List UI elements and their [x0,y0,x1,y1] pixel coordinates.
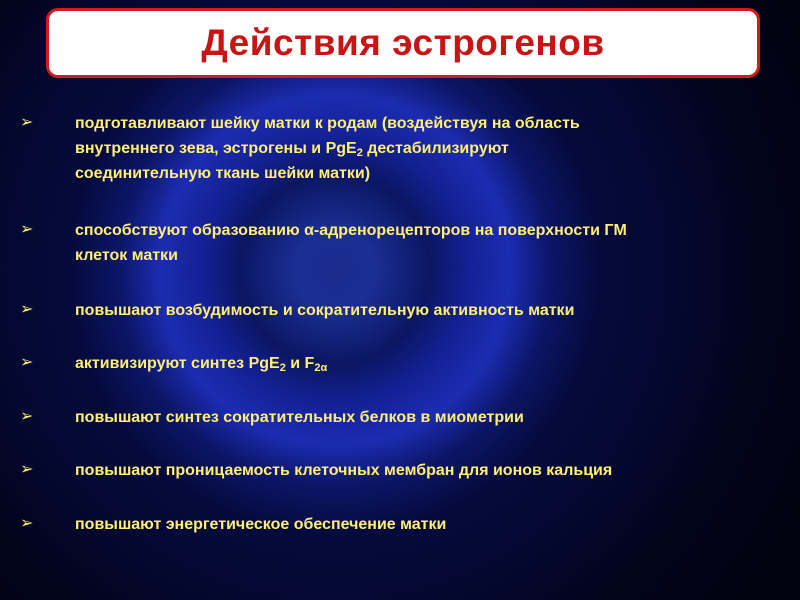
text-span: дестабилизируют [362,140,509,157]
list-item-text [75,218,775,268]
list-item-line: подготавливают шейку матки к родам (воздействуя на область [75,115,580,132]
list-item-text [75,351,775,376]
list-item-text: повышают возбудимость и сократительную активность матки [75,302,575,319]
list-item-text: повышают синтез сократительных белков в миометрии [75,409,524,426]
subscript: 2α [314,362,328,374]
page-title: Действия эстрогенов [201,22,605,63]
arrowhead-icon: ➢ [20,513,34,532]
list-item-text [75,111,775,186]
text-span: внутреннего зева, эстрогены и PgE [75,140,357,157]
list-item-text: повышают энергетическое обеспечение матки [75,516,447,533]
arrowhead-icon: ➢ [20,406,34,425]
subscript: 2 [356,147,363,159]
arrowhead-icon: ➢ [20,299,34,318]
list-item-line: клеток матки [75,247,178,264]
arrowhead-icon: ➢ [20,112,34,131]
list-item-text: повышают проницаемость клеточных мембран для ионов кальция [75,462,613,479]
arrowhead-icon: ➢ [20,459,34,478]
list-item-line [75,136,775,161]
list-item-line: способствуют образованию α-адренорецепторов на поверхности ГМ [75,222,627,239]
subscript: 2 [279,362,286,374]
arrowhead-icon: ➢ [20,219,34,238]
list-item-line: соединительную ткань шейки матки) [75,165,371,182]
text-span: активизируют синтез PgE [75,355,280,372]
arrowhead-icon: ➢ [20,352,34,371]
text-span: и F [285,355,315,372]
